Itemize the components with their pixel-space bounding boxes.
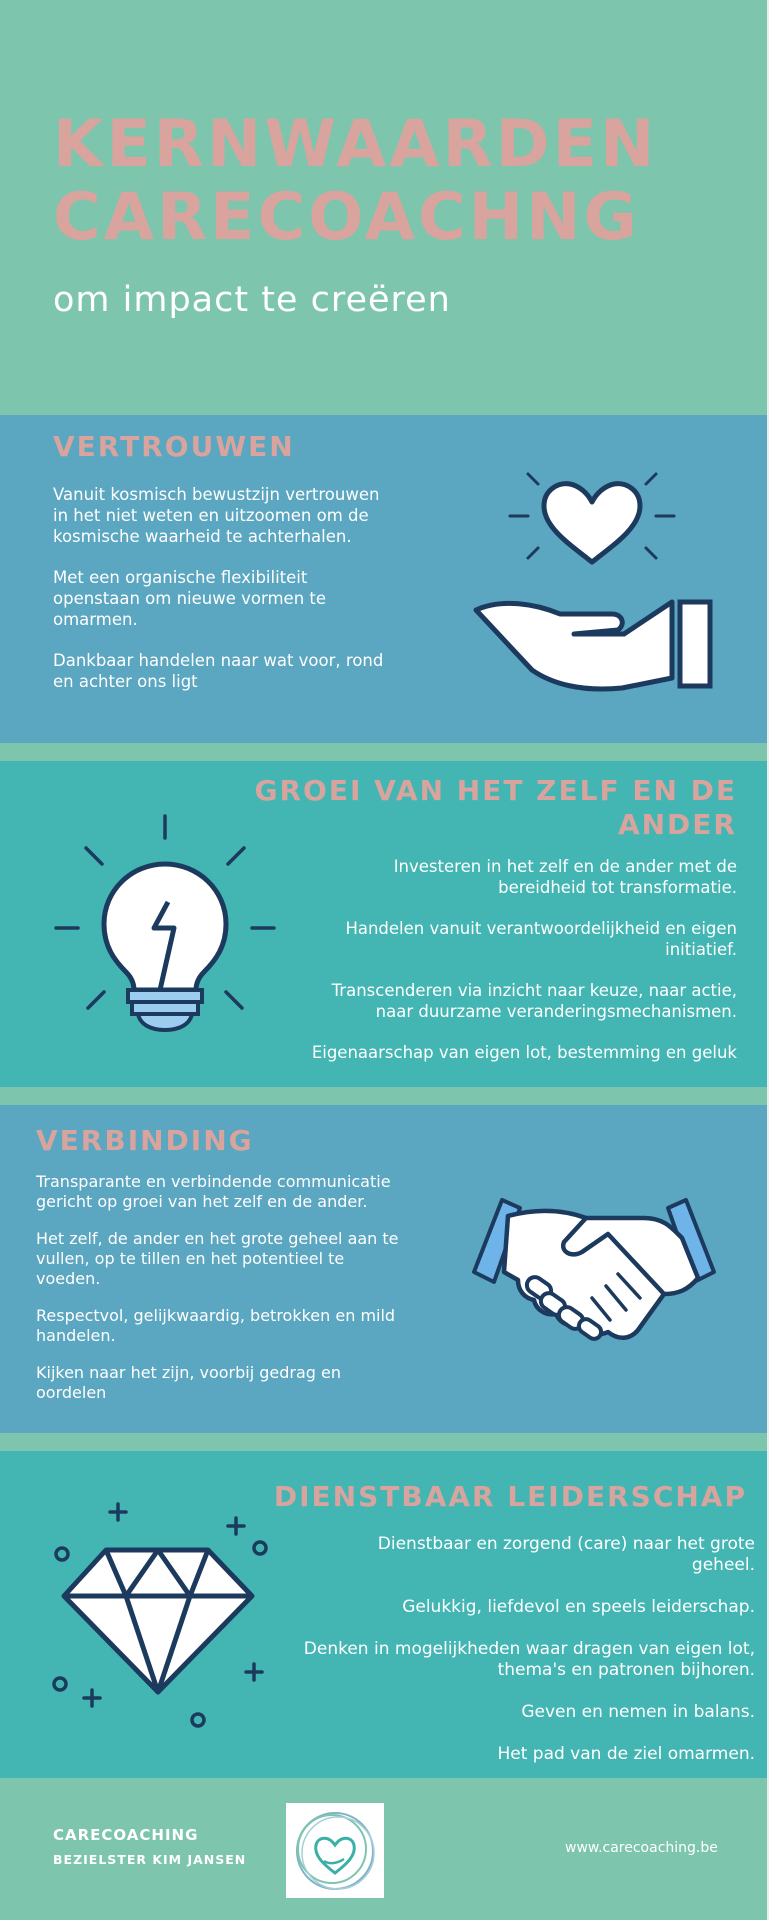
section-title-dienstbaar-leiderschap: DIENSTBAAR LEIDERSCHAP [273,1480,747,1513]
text-line: Gelukkig, liefdevol en speels leiderschap. [402,1597,755,1617]
title-line: GROEI VAN HET ZELF EN DE [254,774,737,807]
text-line: Kijken naar het zijn, voorbij gedrag en [36,1363,342,1382]
section-text-groei [312,856,737,1063]
text-line: Geven en nemen in balans. [521,1702,755,1722]
text-line: Het zelf, de ander en het grote geheel aan te [36,1229,399,1248]
heart-in-hand-icon [462,460,724,700]
text-line: Handelen vanuit verantwoordelijkheid en eigen [345,919,737,938]
footer-website-link[interactable]: www.carecoaching.be [565,1840,718,1856]
text-line: Transparante en verbindende communicatie [36,1172,391,1191]
text-line: Dienstbaar en zorgend (care) naar het grote [377,1534,755,1554]
title-line-1: KERNWAARDEN [53,107,658,182]
diamond-icon [46,1496,276,1736]
text-line: in het niet weten en uitzoomen om de [53,506,369,525]
handshake-icon [468,1190,720,1350]
text-line: Eigenaarschap van eigen lot, bestemming en geluk [311,1043,737,1062]
text-line: omarmen. [53,610,138,629]
footer-brand: CARECOACHING [53,1826,199,1844]
text-line: thema's en patronen bijhoren. [497,1660,755,1680]
text-line: kosmische waarheid te achterhalen. [53,527,352,546]
text-line: openstaan om nieuwe vormen te [53,589,327,608]
footer-person: BEZIELSTER KIM JANSEN [53,1852,247,1867]
section-title-groei [255,774,738,842]
text-line: gericht op groei van het zelf en de ander. [36,1192,368,1211]
light-bulb-icon [52,812,280,1038]
title-line: ANDER [617,808,737,841]
text-line: en achter ons ligt [53,672,198,691]
text-line: naar duurzame veranderingsmechanismen. [375,1002,737,1021]
text-line: Respectvol, gelijkwaardig, betrokken en mild [36,1306,396,1325]
text-line: Het pad van de ziel omarmen. [497,1744,755,1764]
text-line: Vanuit kosmisch bewustzijn vertrouwen [53,485,380,504]
title-line-2: CARECOACHNG [53,180,640,255]
text-line: Met een organische flexibiliteit [53,568,308,587]
text-line: Transcenderen via inzicht naar keuze, naar actie, [331,981,737,1000]
section-title-vertrouwen: VERTROUWEN [53,430,295,463]
text-line: voeden. [36,1269,101,1288]
text-line: Denken in mogelijkheden waar dragen van eigen lot, [303,1639,755,1659]
section-text-verbinding [36,1172,399,1403]
section-text-vertrouwen [53,484,383,692]
section-text-dienstbaar-leiderschap [304,1534,755,1765]
heart-logo-icon [286,1803,384,1898]
text-line: bereidheid tot transformatie. [498,878,737,897]
divider [0,1087,767,1105]
page-title [53,108,657,254]
divider [0,1433,767,1451]
text-line: Investeren in het zelf en de ander met de [393,857,737,876]
text-line: initiatief. [665,940,737,959]
section-title-verbinding: VERBINDING [36,1124,254,1157]
divider [0,743,767,761]
text-line: Dankbaar handelen naar wat voor, rond [53,651,384,670]
text-line: handelen. [36,1326,116,1345]
text-line: oordelen [36,1383,107,1402]
text-line: geheel. [691,1555,755,1575]
text-line: vullen, op te tillen en het potentieel te [36,1249,345,1268]
page-subtitle: om impact te creëren [53,280,451,320]
